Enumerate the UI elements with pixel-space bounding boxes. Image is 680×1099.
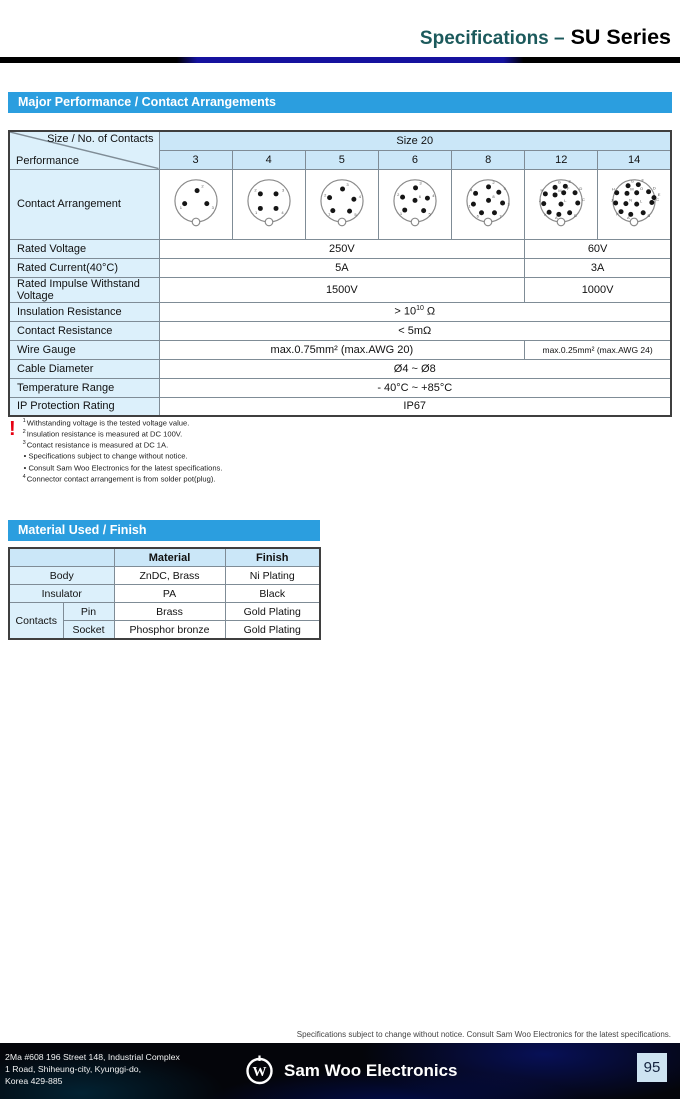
svg-text:H: H	[612, 186, 615, 192]
svg-text:5: 5	[354, 212, 357, 217]
svg-text:L: L	[640, 198, 643, 204]
svg-text:J: J	[539, 197, 542, 203]
rated-current-right: 3A	[525, 258, 671, 277]
row-label-pin: Pin	[63, 603, 114, 621]
svg-text:K: K	[544, 212, 548, 217]
row-label-rated-current: Rated Current(40°C)	[9, 258, 159, 277]
svg-text:K: K	[616, 211, 620, 217]
title-series: SU Series	[570, 25, 671, 49]
row-label-socket: Socket	[63, 621, 114, 640]
svg-text:A: A	[627, 215, 630, 221]
svg-text:D: D	[579, 186, 583, 192]
brand-lockup	[244, 1055, 458, 1086]
note-text: • Consult Sam Woo Electronics for the latest specifications.	[23, 463, 223, 473]
connector-diagram-3pin	[159, 169, 232, 239]
insulation-exponent: 10	[416, 305, 424, 313]
connector-diagram-5pin	[305, 169, 378, 239]
address-line: 1 Road, Shiheung-city, Kyunggi-do,	[5, 1064, 142, 1074]
svg-text:4: 4	[432, 193, 435, 199]
row-label-contacts: Contacts	[9, 603, 63, 640]
svg-text:M: M	[558, 188, 562, 194]
svg-text:4: 4	[470, 187, 473, 193]
svg-text:4: 4	[281, 209, 284, 215]
col-header-4: 4	[232, 150, 305, 169]
rated-voltage-right: 60V	[525, 239, 671, 258]
corner-size-label: Size / No. of Contacts	[47, 133, 154, 145]
svg-text:E: E	[568, 179, 572, 185]
svg-text:8: 8	[492, 194, 495, 200]
row-label-rated-voltage: Rated Voltage	[9, 239, 159, 258]
svg-text:2: 2	[324, 192, 327, 198]
impulse-right: 1000V	[525, 277, 671, 302]
note-superscript: 1	[22, 418, 26, 424]
col-header-14: 14	[598, 150, 671, 169]
svg-text:3: 3	[346, 181, 349, 187]
connector-diagram-6pin	[378, 169, 451, 239]
svg-text:2: 2	[200, 183, 204, 189]
col-header-6: 6	[378, 150, 451, 169]
note-superscript: 3	[22, 440, 26, 447]
col-header-8: 8	[452, 150, 525, 169]
pin-finish: Gold Plating	[225, 603, 320, 621]
connector-5pin-svg	[315, 176, 369, 229]
note-text: Connector contact arrangement is from solder pot(plug).	[26, 474, 216, 484]
svg-text:3: 3	[211, 204, 214, 210]
note-text: Insulation resistance is measured at DC 100V.	[26, 429, 183, 439]
note-line	[23, 417, 223, 428]
company-address	[5, 1051, 180, 1087]
material-corner-cell	[9, 548, 114, 567]
svg-text:H: H	[540, 187, 544, 193]
cable-diameter-value: Ø4 ~ Ø8	[159, 359, 671, 378]
note-text: Contact resistance is measured at DC 1A.	[26, 440, 169, 450]
note-text: • Specifications subject to change without notice.	[23, 451, 188, 461]
row-label-contact-resistance: Contact Resistance	[9, 321, 159, 340]
title-divider-bar	[0, 57, 680, 63]
svg-text:E: E	[657, 192, 661, 198]
pin-material: Brass	[114, 603, 225, 621]
connector-6pin-svg	[388, 176, 442, 229]
svg-text:L: L	[564, 197, 567, 203]
size-group-header: Size 20	[159, 131, 671, 150]
svg-text:1: 1	[327, 211, 331, 217]
brand-name: Sam Woo Electronics	[284, 1060, 458, 1080]
svg-text:G: G	[558, 179, 562, 185]
svg-text:2: 2	[254, 187, 257, 193]
svg-text:M: M	[630, 186, 634, 192]
wire-gauge-right: max.0.25mm² (max.AWG 24)	[525, 340, 671, 359]
ip-rating-value: IP67	[159, 397, 671, 416]
body-finish: Ni Plating	[225, 567, 320, 585]
note-line	[23, 439, 223, 450]
svg-text:G: G	[630, 178, 635, 184]
col-header-5: 5	[305, 150, 378, 169]
svg-text:1: 1	[179, 204, 182, 210]
address-line: Korea 429-885	[5, 1076, 63, 1086]
samwoo-logo-icon	[244, 1055, 275, 1086]
section-header-material-finish: Material Used / Finish	[8, 520, 320, 541]
note-text: Withstanding voltage is the tested voltage value.	[26, 418, 190, 428]
svg-text:N: N	[629, 197, 633, 203]
connector-4pin-svg	[242, 176, 296, 229]
row-label-contact-arrangement: Contact Arrangement	[9, 169, 159, 239]
note-superscript: 2	[22, 429, 26, 436]
socket-finish: Gold Plating	[225, 621, 320, 640]
contact-resistance-value: < 5mΩ	[159, 321, 671, 340]
row-label-wire-gauge: Wire Gauge	[9, 340, 159, 359]
svg-text:O: O	[640, 186, 644, 192]
insulation-prefix: > 10	[394, 305, 417, 318]
material-col-header: Material	[114, 548, 225, 567]
svg-text:1: 1	[468, 203, 471, 209]
temperature-range-value: - 40°C ~ +85°C	[159, 378, 671, 397]
insulation-value	[159, 302, 671, 321]
svg-text:C: C	[656, 196, 660, 202]
svg-text:6: 6	[476, 213, 480, 219]
footer-disclaimer: Specifications subject to change without notice. Consult Sam Woo Electronics for the latest specifications.	[296, 1030, 671, 1039]
finish-col-header: Finish	[225, 548, 320, 567]
connector-8pin-svg	[461, 176, 515, 229]
body-material: ZnDC, Brass	[114, 567, 225, 585]
connector-3pin-svg	[169, 176, 223, 229]
svg-text:6: 6	[418, 194, 422, 200]
col-header-12: 12	[525, 150, 598, 169]
connector-diagram-4pin	[232, 169, 305, 239]
row-label-insulator: Insulator	[9, 585, 114, 603]
insulation-unit: Ω	[423, 305, 436, 318]
connector-diagram-12pin	[525, 169, 598, 239]
svg-text:1: 1	[254, 209, 257, 215]
svg-text:7: 7	[499, 213, 502, 219]
wire-gauge-left: max.0.75mm² (max.AWG 20)	[159, 340, 525, 359]
note-line	[23, 428, 223, 439]
svg-text:D: D	[653, 185, 657, 191]
address-line: 2Ma #608 196 Street 148, Industrial Complex	[5, 1052, 180, 1062]
note-line	[23, 450, 223, 461]
svg-text:4: 4	[358, 194, 361, 200]
insulator-finish: Black	[225, 585, 320, 603]
row-label-temperature-range: Temperature Range	[9, 378, 159, 397]
svg-text:B: B	[647, 213, 651, 219]
rated-voltage-left: 250V	[159, 239, 525, 258]
page-title	[420, 25, 671, 50]
title-specifications: Specifications –	[419, 28, 565, 49]
page-number-badge: 95	[637, 1053, 667, 1082]
svg-text:5: 5	[428, 211, 431, 217]
row-label-cable-diameter: Cable Diameter	[9, 359, 159, 378]
footer-bar	[0, 1043, 680, 1099]
connector-diagram-14pin	[598, 169, 671, 239]
svg-text:F: F	[567, 186, 570, 192]
svg-text:2: 2	[492, 180, 495, 186]
svg-text:A: A	[555, 215, 559, 221]
notes-lines	[23, 417, 223, 484]
corner-cell	[9, 131, 159, 169]
exclamation-icon: !	[9, 418, 16, 440]
svg-text:2: 2	[397, 192, 400, 198]
rated-current-left: 5A	[159, 258, 525, 277]
svg-text:F: F	[641, 177, 645, 183]
note-superscript: 4	[22, 473, 26, 480]
material-table	[8, 547, 321, 640]
connector-14pin-svg	[607, 176, 661, 229]
performance-table	[8, 130, 672, 417]
svg-text:3: 3	[281, 187, 284, 193]
notes-block	[9, 417, 222, 484]
corner-performance-label: Performance	[16, 154, 79, 167]
socket-material: Phosphor bronze	[114, 621, 225, 640]
svg-text:1: 1	[399, 210, 403, 216]
note-line	[23, 473, 223, 484]
svg-text:5: 5	[503, 186, 507, 192]
connector-diagram-8pin	[452, 169, 525, 239]
svg-text:C: C	[582, 196, 586, 202]
svg-text:3: 3	[419, 180, 422, 186]
row-label-insulation-resistance: Insulation Resistance	[9, 302, 159, 321]
connector-12pin-svg	[534, 176, 588, 229]
svg-text:W: W	[252, 1065, 267, 1080]
row-label-impulse-voltage: Rated Impulse Withstand Voltage	[9, 277, 159, 302]
row-label-ip-rating: IP Protection Rating	[9, 397, 159, 416]
row-label-body: Body	[9, 567, 114, 585]
section-header-major-performance: Major Performance / Contact Arrangements	[8, 92, 672, 113]
svg-text:B: B	[574, 213, 577, 219]
impulse-left: 1500V	[159, 277, 525, 302]
col-header-3: 3	[159, 150, 232, 169]
note-line	[23, 462, 223, 473]
insulator-material: PA	[114, 585, 225, 603]
svg-text:J: J	[610, 197, 613, 203]
svg-text:3: 3	[507, 201, 510, 207]
